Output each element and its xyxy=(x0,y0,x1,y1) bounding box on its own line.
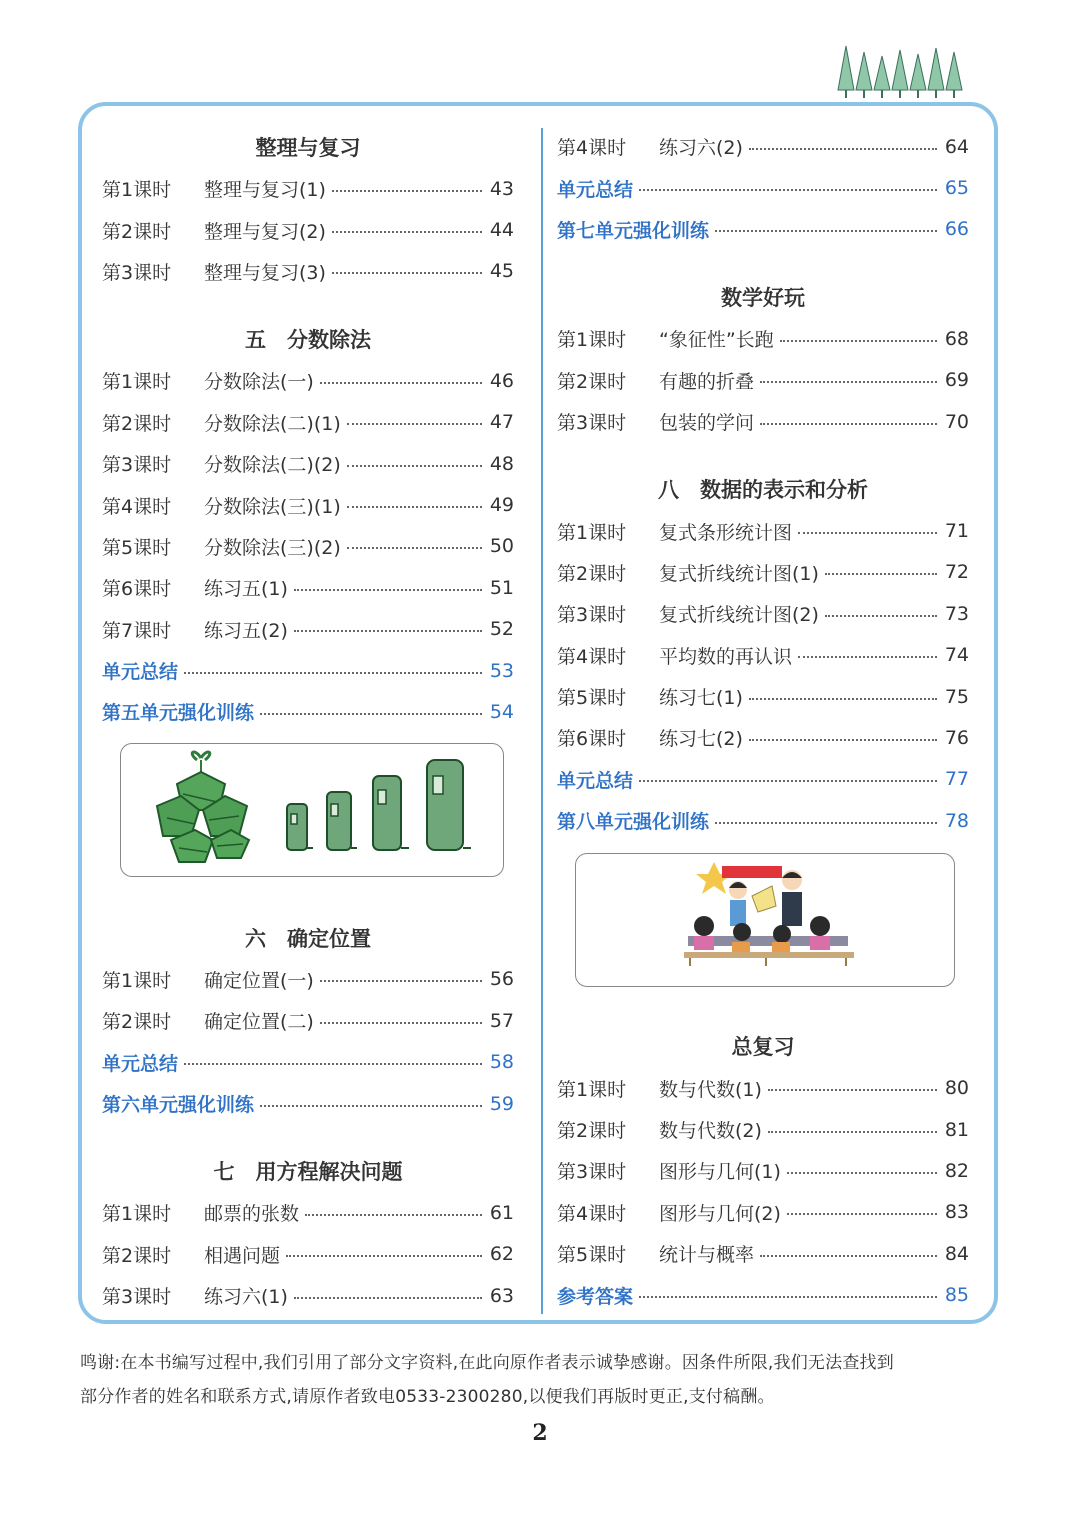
lesson-label: 第1课时 xyxy=(557,329,627,352)
toc-row[interactable] xyxy=(102,526,514,567)
dot-leader xyxy=(798,656,937,658)
toc-row[interactable] xyxy=(557,635,969,676)
toc-row-training[interactable] xyxy=(102,1083,514,1124)
page-number: 56 xyxy=(489,968,514,991)
lesson-label: 第5课时 xyxy=(557,1244,627,1267)
dot-leader xyxy=(347,423,482,425)
toc-row[interactable] xyxy=(557,510,969,551)
lesson-title: 练习六(1) xyxy=(204,1286,288,1309)
toc-row[interactable] xyxy=(102,1234,514,1275)
toc-row[interactable] xyxy=(102,251,514,292)
lesson-label: 第5课时 xyxy=(557,687,627,710)
classroom-illustration xyxy=(575,853,955,987)
dot-leader xyxy=(639,1296,937,1298)
toc-row[interactable] xyxy=(557,1150,969,1191)
lesson-label: 第3课时 xyxy=(102,1286,172,1309)
toc-row[interactable] xyxy=(557,1192,969,1233)
toc-row[interactable] xyxy=(557,126,969,167)
page-number: 64 xyxy=(944,135,969,158)
lesson-label: 第4课时 xyxy=(557,137,627,160)
lesson-title: 整理与复习(1) xyxy=(204,179,326,202)
page-number: 66 xyxy=(944,218,969,241)
toc-row[interactable] xyxy=(557,1233,969,1274)
toc-row[interactable] xyxy=(102,484,514,525)
answers-title: 参考答案 xyxy=(557,1285,634,1308)
left-column xyxy=(102,128,514,1316)
toc-row[interactable] xyxy=(102,209,514,250)
trees-decoration xyxy=(836,44,968,100)
lesson-title: 分数除法(一) xyxy=(204,371,314,394)
lesson-title: 练习六(2) xyxy=(659,137,743,160)
lesson-title: 分数除法(二)(1) xyxy=(204,412,341,435)
page-number: 70 xyxy=(944,410,969,433)
dot-leader xyxy=(184,672,482,674)
training-title: 第六单元强化训练 xyxy=(102,1094,255,1117)
lesson-title: 数与代数(2) xyxy=(659,1120,762,1143)
lesson-label: 第4课时 xyxy=(102,495,172,518)
page-number: 59 xyxy=(489,1092,514,1115)
zongzi-icon xyxy=(157,752,249,862)
page-number: 63 xyxy=(489,1284,514,1307)
lesson-title: 复式折线统计图(1) xyxy=(659,562,819,585)
dot-leader xyxy=(760,423,937,425)
page-number: 61 xyxy=(489,1201,514,1224)
lesson-label: 第2课时 xyxy=(102,412,172,435)
toc-row-training[interactable] xyxy=(102,691,514,732)
zongzi-battery-illustration xyxy=(120,743,504,877)
lesson-label: 第1课时 xyxy=(102,371,172,394)
classroom-drawing xyxy=(576,854,956,988)
page-number: 48 xyxy=(489,452,514,475)
section-heading: 五 分数除法 xyxy=(245,328,371,353)
dot-leader xyxy=(639,189,937,191)
dot-leader xyxy=(780,340,937,342)
section-heading: 总复习 xyxy=(731,1035,795,1060)
lesson-title: 整理与复习(3) xyxy=(204,261,326,284)
toc-row-summary[interactable] xyxy=(102,650,514,691)
toc-row[interactable] xyxy=(557,401,969,442)
page-number: 53 xyxy=(489,659,514,682)
page-number: 74 xyxy=(944,644,969,667)
dot-leader xyxy=(715,230,937,232)
lesson-title: 分数除法(三)(2) xyxy=(204,536,341,559)
training-title: 第五单元强化训练 xyxy=(102,702,255,725)
lesson-label: 第2课时 xyxy=(102,220,172,243)
toc-row[interactable] xyxy=(557,593,969,634)
lesson-label: 第1课时 xyxy=(102,969,172,992)
dot-leader xyxy=(639,780,937,782)
dot-leader xyxy=(332,272,482,274)
lesson-label: 第2课时 xyxy=(557,370,627,393)
toc-row[interactable] xyxy=(557,360,969,401)
lesson-title: 邮票的张数 xyxy=(204,1203,300,1226)
toc-row[interactable] xyxy=(102,1000,514,1041)
lesson-title: 练习七(1) xyxy=(659,687,743,710)
lesson-title: “象征性”长跑 xyxy=(659,329,774,352)
training-title: 第八单元强化训练 xyxy=(557,811,710,834)
page-number: 85 xyxy=(944,1284,969,1307)
toc-row[interactable] xyxy=(102,1275,514,1316)
page-number: 78 xyxy=(944,809,969,832)
dot-leader xyxy=(320,980,482,982)
toc-row[interactable] xyxy=(557,1067,969,1108)
dot-leader xyxy=(260,1105,482,1107)
column-divider xyxy=(541,128,543,1314)
dot-leader xyxy=(347,465,482,467)
page-number: 57 xyxy=(489,1009,514,1032)
lesson-title: 相遇问题 xyxy=(204,1244,281,1267)
section-heading: 六 确定位置 xyxy=(245,926,371,951)
page-number: 81 xyxy=(944,1118,969,1141)
dot-leader xyxy=(294,589,482,591)
summary-title: 单元总结 xyxy=(102,1052,179,1075)
battery-icons xyxy=(287,760,463,850)
acknowledgement-line-1: 鸣谢:在本书编写过程中,我们引用了部分文字资料,在此向原作者表示诚挚感谢。因条件所限,我们无法查找到 xyxy=(80,1353,894,1373)
page-number: 49 xyxy=(489,494,514,517)
acknowledgement-note xyxy=(80,1346,1004,1414)
toc-row[interactable] xyxy=(557,552,969,593)
page-number: 72 xyxy=(944,561,969,584)
dot-leader xyxy=(825,573,937,575)
lesson-title: 练习五(2) xyxy=(204,619,288,642)
lesson-title: 练习五(1) xyxy=(204,578,288,601)
toc-row[interactable] xyxy=(557,1109,969,1150)
toc-row[interactable] xyxy=(102,567,514,608)
lesson-label: 第2课时 xyxy=(557,562,627,585)
dot-leader xyxy=(825,615,937,617)
lesson-title: 统计与概率 xyxy=(659,1244,755,1267)
page-number: 71 xyxy=(944,520,969,543)
page-number: 73 xyxy=(944,602,969,625)
toc-row[interactable] xyxy=(557,318,969,359)
page-number: 51 xyxy=(489,576,514,599)
dot-leader xyxy=(320,382,482,384)
lesson-label: 第3课时 xyxy=(557,604,627,627)
toc-row[interactable] xyxy=(102,402,514,443)
toc-row[interactable] xyxy=(102,360,514,401)
page-number: 82 xyxy=(944,1159,969,1182)
page-number: 58 xyxy=(489,1051,514,1074)
lesson-label: 第3课时 xyxy=(557,412,627,435)
page-number: 44 xyxy=(489,219,514,242)
lesson-label: 第6课时 xyxy=(557,728,627,751)
toc-row-summary[interactable] xyxy=(557,759,969,800)
page-number: 84 xyxy=(944,1242,969,1265)
section-heading: 整理与复习 xyxy=(255,136,361,160)
dot-leader xyxy=(715,822,937,824)
toc-row[interactable] xyxy=(102,959,514,1000)
toc-row-training[interactable] xyxy=(557,800,969,841)
section-heading: 八 数据的表示和分析 xyxy=(658,478,868,503)
page-number: 45 xyxy=(489,260,514,283)
summary-title: 单元总结 xyxy=(102,661,179,684)
toc-row-summary[interactable] xyxy=(102,1041,514,1082)
lesson-title: 分数除法(二)(2) xyxy=(204,454,341,477)
lesson-label: 第1课时 xyxy=(102,179,172,202)
page-number: 52 xyxy=(489,618,514,641)
toc-row[interactable] xyxy=(102,443,514,484)
section-heading: 数学好玩 xyxy=(721,286,805,311)
page-number: 76 xyxy=(944,726,969,749)
page-number: 46 xyxy=(489,369,514,392)
dot-leader xyxy=(332,190,482,192)
lesson-label: 第2课时 xyxy=(102,1011,172,1034)
page-number: 75 xyxy=(944,685,969,708)
page-number: 54 xyxy=(489,700,514,723)
dot-leader xyxy=(787,1172,937,1174)
dot-leader xyxy=(294,1297,482,1299)
dot-leader xyxy=(787,1213,937,1215)
dot-leader xyxy=(347,506,482,508)
dot-leader xyxy=(305,1214,482,1216)
lesson-title: 分数除法(三)(1) xyxy=(204,495,341,518)
page-number: 83 xyxy=(944,1201,969,1224)
toc-row-training[interactable] xyxy=(557,209,969,250)
lesson-title: 练习七(2) xyxy=(659,728,743,751)
lesson-label: 第3课时 xyxy=(102,454,172,477)
dot-leader xyxy=(798,532,937,534)
lesson-label: 第4课时 xyxy=(557,1202,627,1225)
dot-leader xyxy=(749,148,937,150)
lesson-label: 第3课时 xyxy=(557,1161,627,1184)
right-column xyxy=(557,126,969,1316)
lesson-label: 第1课时 xyxy=(557,1078,627,1101)
lesson-label: 第2课时 xyxy=(557,1120,627,1143)
lesson-title: 平均数的再认识 xyxy=(659,645,793,668)
lesson-title: 复式条形统计图 xyxy=(659,521,793,544)
zongzi-battery-drawing xyxy=(121,744,505,878)
summary-title: 单元总结 xyxy=(557,178,634,201)
lesson-title: 确定位置(一) xyxy=(204,969,314,992)
lesson-label: 第1课时 xyxy=(557,521,627,544)
page-number-footer: 2 xyxy=(532,1420,548,1446)
toc-row[interactable] xyxy=(102,609,514,650)
lesson-label: 第7课时 xyxy=(102,619,172,642)
lesson-label: 第2课时 xyxy=(102,1244,172,1267)
dot-leader xyxy=(184,1063,482,1065)
lesson-label: 第3课时 xyxy=(102,261,172,284)
lesson-title: 图形与几何(1) xyxy=(659,1161,781,1184)
page-number: 50 xyxy=(489,535,514,558)
toc-row[interactable] xyxy=(557,676,969,717)
dot-leader xyxy=(260,713,482,715)
training-title: 第七单元强化训练 xyxy=(557,219,710,242)
dot-leader xyxy=(294,630,482,632)
lesson-title: 图形与几何(2) xyxy=(659,1202,781,1225)
lesson-title: 包装的学问 xyxy=(659,412,755,435)
dot-leader xyxy=(286,1255,482,1257)
page-number: 65 xyxy=(944,177,969,200)
page-number: 68 xyxy=(944,327,969,350)
lesson-label: 第4课时 xyxy=(557,645,627,668)
page-number: 43 xyxy=(489,177,514,200)
summary-title: 单元总结 xyxy=(557,769,634,792)
toc-row-answers[interactable] xyxy=(557,1274,969,1315)
page-number: 77 xyxy=(944,768,969,791)
dot-leader xyxy=(768,1089,937,1091)
dot-leader xyxy=(760,1255,937,1257)
dot-leader xyxy=(749,739,937,741)
toc-row[interactable] xyxy=(102,168,514,209)
lesson-title: 有趣的折叠 xyxy=(659,370,755,393)
lesson-title: 数与代数(1) xyxy=(659,1078,762,1101)
lesson-label: 第6课时 xyxy=(102,578,172,601)
acknowledgement-line-2: 部分作者的姓名和联系方式,请原作者致电0533-2300280,以便我们再版时更正,支付稿酬。 xyxy=(80,1387,775,1407)
lesson-label: 第5课时 xyxy=(102,536,172,559)
dot-leader xyxy=(749,698,937,700)
toc-row-summary[interactable] xyxy=(557,167,969,208)
lesson-title: 整理与复习(2) xyxy=(204,220,326,243)
page-number: 47 xyxy=(489,411,514,434)
dot-leader xyxy=(768,1131,937,1133)
page-number: 80 xyxy=(944,1077,969,1100)
page-number: 62 xyxy=(489,1243,514,1266)
toc-row[interactable] xyxy=(102,1192,514,1233)
lesson-label: 第1课时 xyxy=(102,1203,172,1226)
dot-leader xyxy=(347,547,482,549)
dot-leader xyxy=(320,1022,482,1024)
lesson-title: 确定位置(二) xyxy=(204,1011,314,1034)
dot-leader xyxy=(760,381,937,383)
dot-leader xyxy=(332,231,482,233)
lesson-title: 复式折线统计图(2) xyxy=(659,604,819,627)
section-heading: 七 用方程解决问题 xyxy=(213,1160,403,1185)
page-number: 69 xyxy=(944,369,969,392)
toc-row[interactable] xyxy=(557,717,969,758)
